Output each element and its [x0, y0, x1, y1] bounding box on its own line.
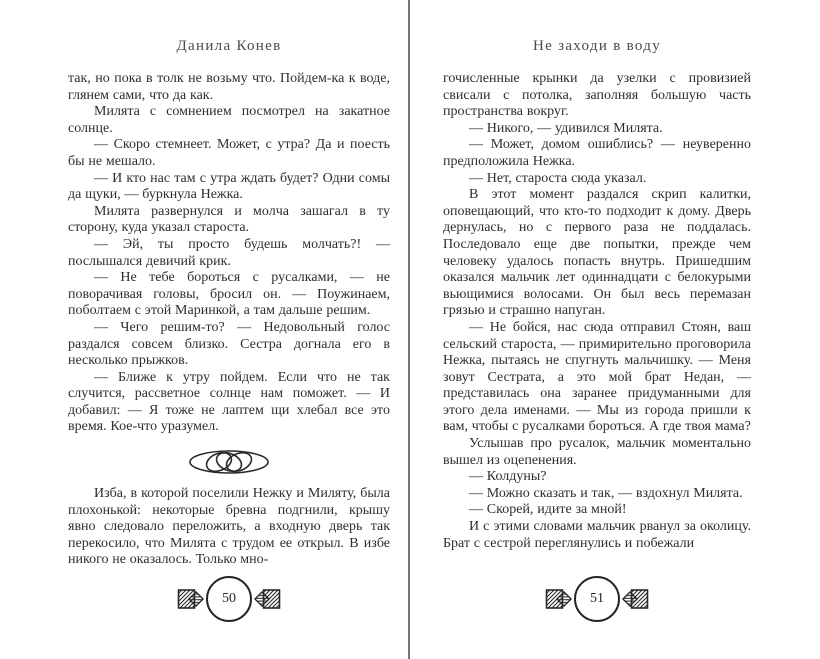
paragraph: Изба, в которой поселили Нежку и Миляту, была плохонькой: некоторые бревна подгнили, крышу явно следовало переложить, а входную дверь так перекосило, что Милята с трудом ее открыл. В избе никого не оказалось. Только мно-	[68, 486, 390, 568]
paragraph: — Колдуны?	[469, 469, 547, 485]
page-number-circle	[206, 576, 252, 622]
paragraph: Милята с сомнением посмотрел на закатное солнце.	[68, 104, 390, 136]
paragraph: — И кто нас там с утра ждать будет? Одни сомы да щуки, — буркнула Нежка.	[68, 170, 390, 203]
paragraph: — Ближе к утру пойдем. Если что не так случится, рассветное солнце нам поможет. — И добавил: — Я тоже не лаптем щи хлебал все это время. Кое-что уразумел.	[68, 369, 390, 435]
page-left[interactable]	[0, 0, 408, 659]
page-left-text	[68, 71, 390, 569]
paragraph: — Скоро стемнеет. Может, с утра? Да и поесть бы не мешало.	[68, 137, 390, 169]
page-right[interactable]	[410, 0, 820, 659]
paragraph: И с этими словами мальчик рванул за околицу. Брат с сестрой переглянулись и побежали	[443, 519, 751, 551]
page-number-circle	[574, 576, 620, 622]
paragraph: гочисленные крынки да узелки с провизией свисали с потолка, заполняя большую часть пространства вокруг.	[443, 71, 751, 120]
knotwork-left-icon	[545, 587, 577, 611]
paragraph: В этот момент раздался скрип калитки, оповещающий, что кто-то подходит к дому. Дверь дернулась, но с первого раза не поддалась. Последовало еще две попытки, прежде чем человеку удалось попасть внутрь. Пришедшим оказался мальчик лет одиннадцати с белокурыми вьющимися волосами. Он был весь перемазан грязью и страшно напуган.	[443, 187, 751, 319]
paragraph: — Нет, староста сюда указал.	[469, 170, 647, 186]
paragraph: — Не бойся, нас сюда отправил Стоян, ваш сельский староста, — примирительно проговорила Нежка, пытаясь не спугнуть мальчишку. — Меня зовут Сестрата, а это мой брат Недан, — представилась она заранее придуманными для этого дела именами. — Мы из города пришли к вам, чтобы с русалками бороться. А где твоя мама?	[443, 319, 751, 435]
section-break-ornament-icon	[68, 447, 390, 477]
page-number: 51	[590, 591, 604, 606]
running-header-title: Не заходи в воду	[532, 38, 662, 54]
page-right-text	[443, 71, 751, 552]
paragraph: — Чего решим-то? — Недовольный голос раздался совсем близко. Сестра догнала его в несколько прыжков.	[68, 319, 390, 369]
running-header-author: Данила Конев	[176, 38, 282, 54]
knotwork-right-icon	[249, 587, 281, 611]
paragraph: — Может, домом ошиблись? — неуверенно предположила Нежка.	[443, 137, 751, 169]
paragraph: — Эй, ты просто будешь молчать?! — послышался девичий крик.	[68, 236, 390, 269]
paragraph: — Никого, — удивился Милята.	[469, 120, 663, 136]
paragraph: Милята развернулся и молча зашагал в ту сторону, куда указал староста.	[68, 203, 390, 236]
paragraph: — Можно сказать и так, — вздохнул Милята.	[469, 485, 743, 501]
paragraph: — Скорей, идите за мной!	[469, 502, 627, 518]
paragraph: — Не тебе бороться с русалками, — не поворачивая головы, бросил он. — Поужинаем, поболтаем с этой Маринкой, а там дальше решим.	[68, 270, 390, 319]
paragraph: Услышав про русалок, мальчик моментально вышел из оцепенения.	[443, 436, 751, 468]
knotwork-right-icon	[617, 587, 649, 611]
paragraph: так, но пока в толк не возьму что. Пойдем-ка к воде, глянем сами, что да как.	[68, 71, 390, 103]
page-number-medallion	[68, 576, 390, 622]
page-number-medallion	[443, 576, 751, 622]
page-number: 50	[222, 591, 236, 606]
knotwork-left-icon	[177, 587, 209, 611]
